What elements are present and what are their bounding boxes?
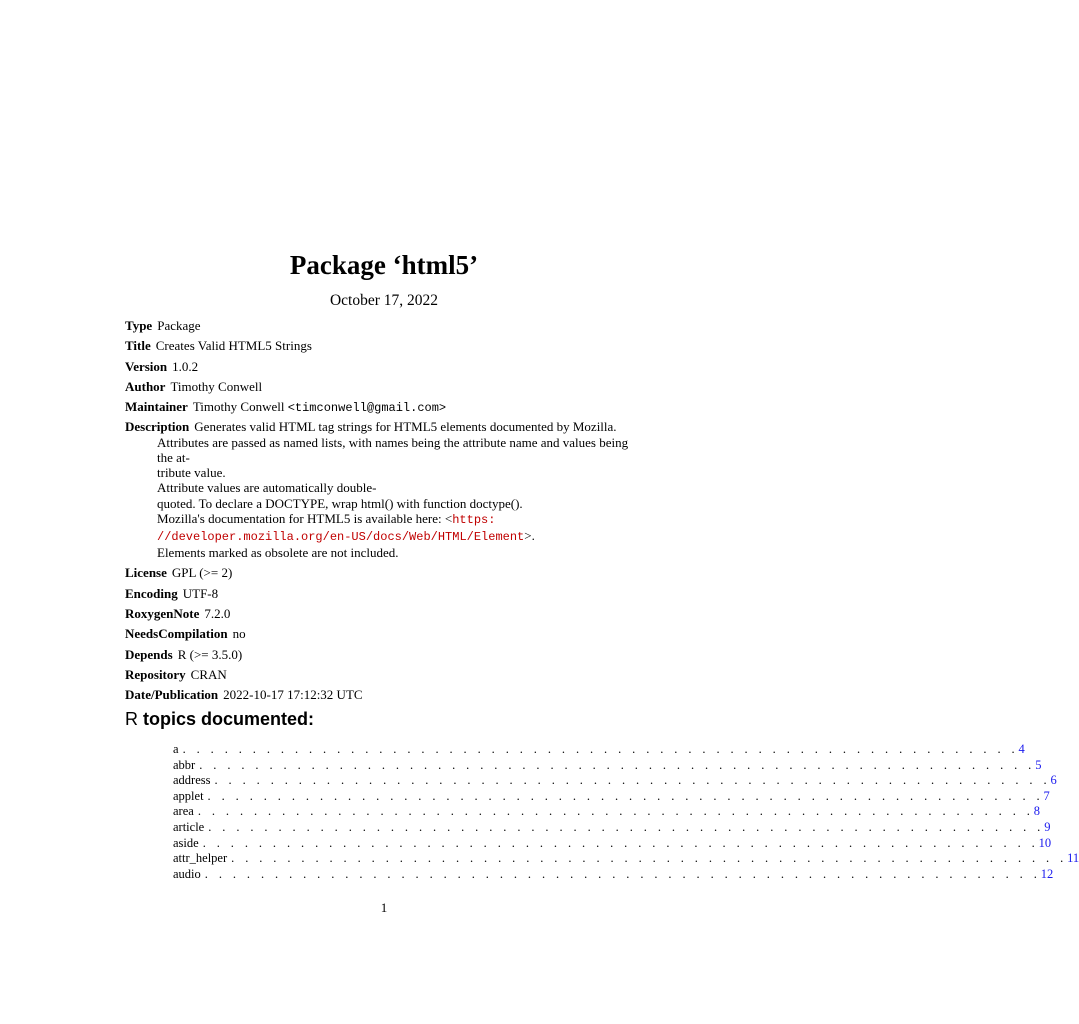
toc-page-link[interactable]: 10: [1038, 835, 1052, 850]
toc-page-link[interactable]: 12: [1040, 866, 1054, 881]
field-value: 7.2.0: [204, 605, 231, 621]
toc-heading-text: topics documented:: [138, 709, 315, 729]
maintainer-email: <timconwell@gmail.com>: [287, 401, 447, 416]
field-key: Repository: [125, 666, 186, 682]
toc-entry-name: area: [173, 804, 194, 819]
toc-page-link[interactable]: 4: [1018, 742, 1025, 756]
field-value: 1.0.2: [172, 358, 199, 374]
toc-entry-name: address: [173, 773, 211, 788]
table-of-contents: [173, 742, 1079, 882]
field-key: NeedsCompilation: [125, 626, 228, 642]
description-line: Attribute values are automatically double-: [157, 480, 377, 496]
toc-page-link[interactable]: 8: [1033, 804, 1041, 819]
toc-entry[interactable]: [173, 835, 1052, 852]
field-value: Package: [157, 318, 201, 333]
toc-leader-dots: . . . . . . . . . . . . . . . . . . . . . . . . . . . . . . . . . . . . . . . . . . . . . . . . . . . . . . . . . . . .: [204, 866, 1041, 881]
description-fields: [125, 318, 645, 707]
field-needscompilation: [125, 626, 645, 646]
toc-leader-dots: . . . . . . . . . . . . . . . . . . . . . . . . . . . . . . . . . . . . . . . . . . . . . . . . . . . . . . . . . . . .: [231, 851, 1068, 866]
toc-page-link[interactable]: 11: [1067, 851, 1079, 866]
toc-leader-dots: . . . . . . . . . . . . . . . . . . . . . . . . . . . . . . . . . . . . . . . . . . . . . . . . . . . . . . . . . . . .: [214, 773, 1051, 788]
field-value: GPL (>= 2): [171, 565, 233, 581]
toc-entry-name: abbr: [173, 757, 196, 772]
toc-page-link[interactable]: 6: [1050, 773, 1057, 788]
field-key: Version: [125, 358, 168, 374]
toc-entry-name: audio: [173, 866, 201, 881]
toc-entry[interactable]: [173, 819, 1051, 836]
description-text: Mozilla's documentation for HTML5 is available here: <: [157, 510, 453, 526]
field-title: [125, 338, 645, 358]
docs-url-link[interactable]: //developer.mozilla.org/en-US/docs/Web/HTML/Element: [157, 529, 525, 544]
field-key: Title: [125, 338, 151, 354]
field-key: Encoding: [125, 585, 178, 601]
toc-heading: [125, 709, 314, 730]
toc-page-link[interactable]: 9: [1044, 819, 1051, 834]
field-author: [125, 379, 645, 399]
field-repository: [125, 667, 645, 687]
toc-leader-dots: . . . . . . . . . . . . . . . . . . . . . . . . . . . . . . . . . . . . . . . . . . . . . . . . . . . . . . . . . . . .: [208, 819, 1045, 834]
field-key: Type: [125, 318, 153, 333]
field-value: Creates Valid HTML5 Strings: [155, 338, 312, 354]
field-value: Timothy Conwell: [170, 378, 263, 394]
description-line: Attributes are passed as named lists, with names being the attribute name and values being the at-: [157, 434, 629, 465]
field-version: [125, 359, 645, 379]
field-date-publication: [125, 687, 645, 707]
field-key: Author: [125, 378, 166, 394]
toc-leader-dots: . . . . . . . . . . . . . . . . . . . . . . . . . . . . . . . . . . . . . . . . . . . . . . . . . . . . . . . . . . . .: [182, 742, 1019, 756]
field-key: Date/Publication: [125, 687, 219, 703]
toc-leader-dots: . . . . . . . . . . . . . . . . . . . . . . . . . . . . . . . . . . . . . . . . . . . . . . . . . . . . . . . . . . . .: [199, 757, 1036, 772]
field-key: License: [125, 565, 167, 581]
package-date: October 17, 2022: [329, 292, 439, 309]
toc-entry[interactable]: [173, 742, 1025, 758]
field-description: [125, 419, 645, 560]
page-number: 1: [380, 900, 388, 915]
field-maintainer: [125, 399, 645, 419]
toc-entry-name: article: [173, 819, 205, 834]
field-key: Depends: [125, 646, 173, 662]
toc-leader-dots: . . . . . . . . . . . . . . . . . . . . . . . . . . . . . . . . . . . . . . . . . . . . . . . . . . . . . . . . . . . .: [207, 788, 1044, 803]
description-text: >.: [524, 527, 535, 543]
description-line: quoted. To declare a DOCTYPE, wrap html() with function doctype().: [157, 495, 523, 511]
field-type: [125, 318, 645, 338]
toc-leader-dots: . . . . . . . . . . . . . . . . . . . . . . . . . . . . . . . . . . . . . . . . . . . . . . . . . . . . . . . . . . . .: [197, 804, 1034, 819]
toc-entry-name: aside: [173, 835, 199, 850]
toc-page-link[interactable]: 7: [1043, 788, 1050, 803]
toc-page-link[interactable]: 5: [1035, 757, 1042, 772]
toc-entry[interactable]: [173, 757, 1042, 774]
field-license: [125, 565, 645, 585]
toc-entry-name: applet: [173, 788, 204, 803]
field-value: Timothy Conwell: [192, 399, 288, 415]
field-key: Description: [125, 419, 190, 435]
field-encoding: [125, 586, 645, 606]
description-line: Generates valid HTML tag strings for HTML5 elements documented by Mozilla.: [194, 419, 617, 435]
toc-entry[interactable]: [173, 866, 1054, 883]
field-value: R (>= 3.5.0): [177, 646, 243, 662]
toc-entry[interactable]: [173, 773, 1057, 789]
description-line: [125, 511, 645, 528]
field-roxygennote: [125, 606, 645, 626]
toc-entry-name: a: [173, 742, 179, 756]
description-line: tribute value.: [157, 465, 226, 481]
field-value: no: [232, 626, 246, 642]
toc-entry[interactable]: [173, 804, 1041, 820]
package-title: Package ‘html5’: [289, 250, 479, 280]
field-value: 2022-10-17 17:12:32 UTC: [223, 687, 363, 703]
toc-heading-r: R: [125, 709, 138, 729]
description-line: [125, 528, 645, 545]
field-key: RoxygenNote: [125, 605, 200, 621]
field-depends: [125, 647, 645, 667]
description-line: Elements marked as obsolete are not included.: [157, 545, 399, 561]
field-value: CRAN: [190, 666, 227, 682]
toc-leader-dots: . . . . . . . . . . . . . . . . . . . . . . . . . . . . . . . . . . . . . . . . . . . . . . . . . . . . . . . . . . . .: [202, 835, 1039, 850]
docs-url-link[interactable]: https:: [452, 512, 496, 527]
field-value: UTF-8: [182, 585, 219, 601]
toc-entry[interactable]: [173, 851, 1079, 867]
toc-entry-name: attr_helper: [173, 851, 228, 866]
toc-entry[interactable]: [173, 788, 1050, 805]
field-key: Maintainer: [125, 399, 188, 415]
